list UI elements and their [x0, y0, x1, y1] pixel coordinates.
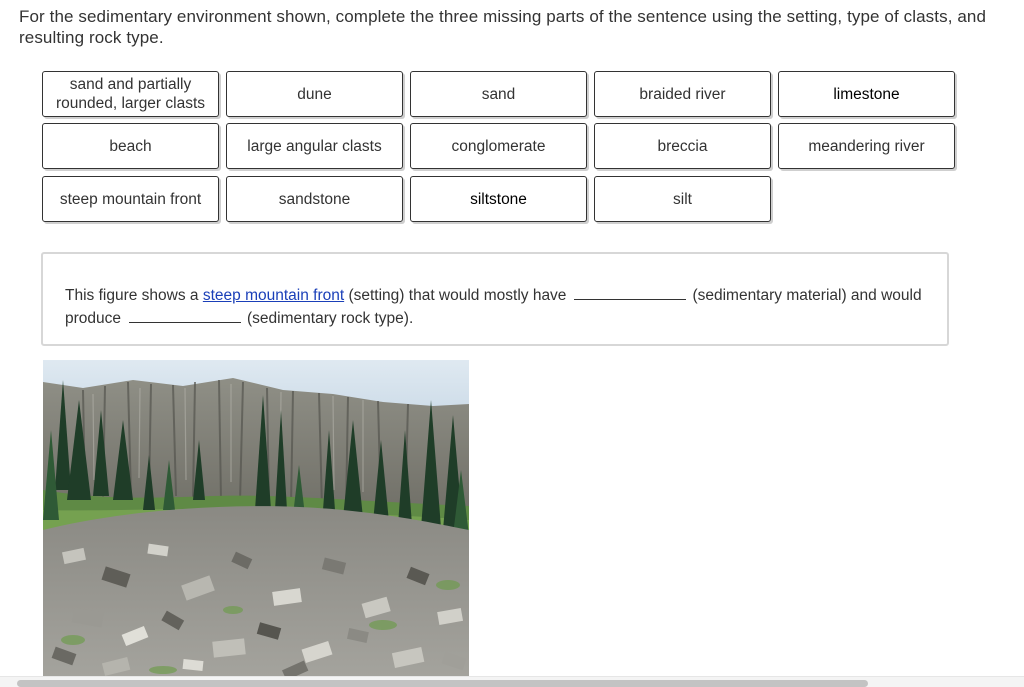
horizontal-scrollbar-thumb[interactable]	[17, 680, 868, 687]
talus-slope-photo	[43, 360, 469, 676]
answer-tile-limestone[interactable]: limestone	[778, 71, 955, 117]
rock-type-blank[interactable]	[129, 306, 241, 323]
material-blank[interactable]	[574, 283, 686, 300]
answer-tile-beach[interactable]: beach	[42, 123, 219, 169]
sentence-part-3: (sedimentary material) and would produce	[65, 287, 922, 327]
answer-tile-large-angular-clasts[interactable]: large angular clasts	[226, 123, 403, 169]
answer-tile-sand-partially-rounded[interactable]: sand and partially rounded, larger clasts	[42, 71, 219, 117]
answer-tile-silt[interactable]: silt	[594, 176, 771, 222]
fill-in-sentence	[65, 283, 925, 329]
answer-tile-steep-mountain-front[interactable]: steep mountain front	[42, 176, 219, 222]
answer-tile-siltstone[interactable]: siltstone	[410, 176, 587, 222]
answer-tile-breccia[interactable]: breccia	[594, 123, 771, 169]
answer-tile-braided-river[interactable]: braided river	[594, 71, 771, 117]
sentence-part-2: (setting) that would mostly have	[348, 287, 567, 304]
answer-tile-conglomerate[interactable]: conglomerate	[410, 123, 587, 169]
answer-tile-meandering-river[interactable]: meandering river	[778, 123, 955, 169]
question-prompt: For the sedimentary environment shown, complete the three missing parts of the sentence using the setting, type of clasts, and resulting rock type.	[19, 7, 986, 47]
setting-blank-filled[interactable]: steep mountain front	[202, 287, 345, 304]
answer-tile-dune[interactable]: dune	[226, 71, 403, 117]
sentence-part-4: (sedimentary rock type).	[247, 310, 414, 327]
answer-tile-sandstone[interactable]: sandstone	[226, 176, 403, 222]
answer-tile-sand[interactable]: sand	[410, 71, 587, 117]
sentence-drop-area	[41, 252, 949, 346]
sentence-part-1: This figure shows a	[65, 287, 199, 304]
